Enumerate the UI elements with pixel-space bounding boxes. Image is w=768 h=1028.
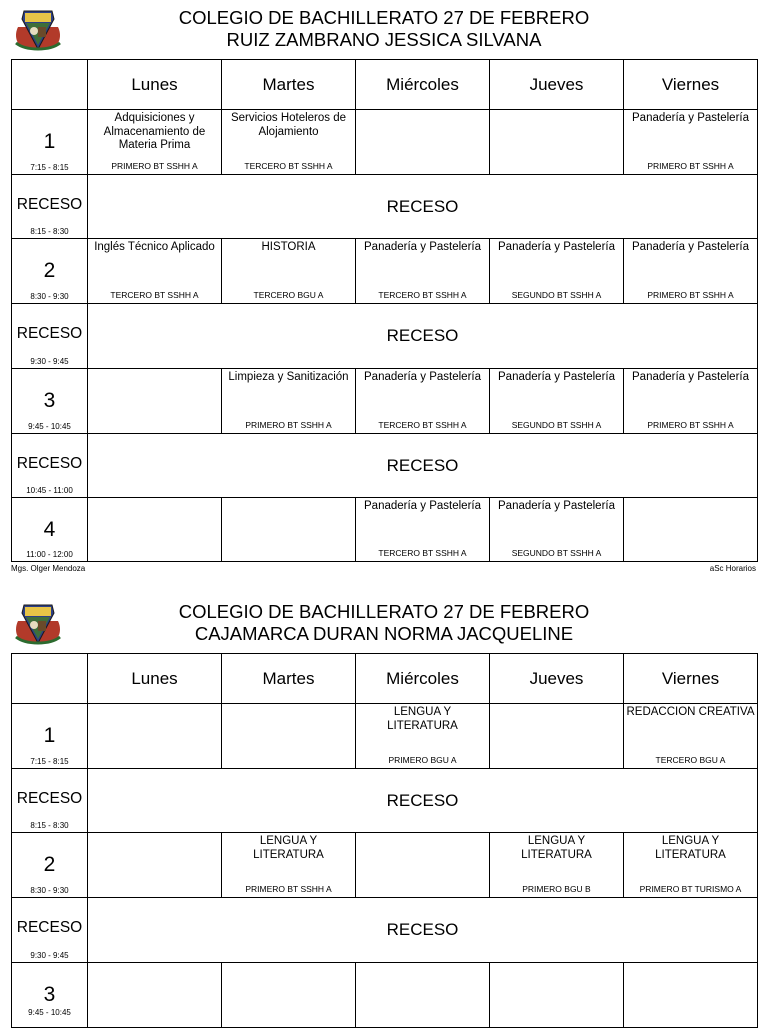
subject: Panadería y Pastelería: [364, 371, 481, 383]
group: PRIMERO BT SSHH A: [111, 161, 198, 171]
class-slot[interactable]: [222, 498, 356, 562]
group: PRIMERO BT SSHH A: [245, 420, 332, 430]
class-slot[interactable]: [624, 833, 758, 898]
group: TERCERO BT SSHH A: [244, 161, 333, 171]
recess-row: [12, 898, 758, 963]
subject: Panadería y Pastelería: [498, 500, 615, 512]
subject: Servicios Hoteleros de Alojamiento: [230, 112, 347, 138]
subject: Panadería y Pastelería: [498, 241, 615, 253]
group: PRIMERO BGU A: [388, 755, 457, 765]
recess-time: 9:30 - 9:45: [30, 357, 69, 366]
period-time: 8:30 - 9:30: [30, 886, 69, 895]
group: PRIMERO BT SSHH A: [647, 290, 734, 300]
class-slot[interactable]: [356, 704, 490, 769]
period-cell: [12, 498, 88, 562]
group: TERCERO BT SSHH A: [378, 290, 467, 300]
class-slot[interactable]: [624, 369, 758, 434]
period-number: 1: [43, 724, 56, 747]
period-time: 8:30 - 9:30: [30, 292, 69, 301]
schedule-cajamarca: [0, 594, 768, 1024]
period-time: 7:15 - 8:15: [30, 757, 69, 766]
class-slot[interactable]: [88, 963, 222, 1028]
class-slot[interactable]: [356, 239, 490, 304]
day-header-miercoles: Miércoles: [356, 654, 490, 704]
class-slot[interactable]: [624, 239, 758, 304]
class-slot[interactable]: [222, 110, 356, 175]
period-time: 9:45 - 10:45: [28, 422, 71, 431]
recess-label-cell: [12, 434, 88, 498]
subject: Limpieza y Sanitización: [228, 371, 349, 383]
class-slot[interactable]: [490, 963, 624, 1028]
subject: Panadería y Pastelería: [364, 241, 481, 253]
footer-author: Mgs. Olger Mendoza: [11, 564, 86, 573]
period-cell: [12, 833, 88, 898]
recess-label-cell: [12, 304, 88, 369]
period-time: 9:45 - 10:45: [28, 1008, 71, 1017]
subject: LENGUA Y LITERATURA: [655, 835, 726, 861]
corner-cell: [12, 60, 88, 110]
period-cell: [12, 369, 88, 434]
day-header-lunes: Lunes: [88, 654, 222, 704]
class-slot[interactable]: [88, 833, 222, 898]
class-slot[interactable]: [222, 239, 356, 304]
class-slot[interactable]: [490, 239, 624, 304]
subject: Adquisiciones y Almacenamiento de Materia Prima: [103, 112, 206, 151]
period-number: 3: [43, 983, 56, 1006]
recess-label: RECESO: [16, 919, 83, 936]
recess-band: RECESO: [88, 434, 758, 498]
subject: Inglés Técnico Aplicado: [94, 241, 215, 253]
period-row-1: [12, 110, 758, 175]
group: SEGUNDO BT SSHH A: [511, 420, 602, 430]
recess-label-cell: [12, 175, 88, 239]
subject: Panadería y Pastelería: [498, 371, 615, 383]
subject: Panadería y Pastelería: [632, 371, 749, 383]
teacher-name: CAJAMARCA DURAN NORMA JACQUELINE: [194, 623, 574, 644]
period-number: 2: [43, 853, 56, 876]
recess-band: RECESO: [88, 898, 758, 963]
day-header-martes: Martes: [222, 654, 356, 704]
timetable: [11, 59, 758, 562]
class-slot[interactable]: [222, 704, 356, 769]
group: PRIMERO BGU B: [522, 884, 591, 894]
recess-band: RECESO: [88, 175, 758, 239]
period-row-1: [12, 704, 758, 769]
period-cell: [12, 963, 88, 1028]
class-slot[interactable]: [222, 833, 356, 898]
header-row: [12, 60, 758, 110]
class-slot[interactable]: [222, 369, 356, 434]
class-slot[interactable]: [490, 110, 624, 175]
recess-band: RECESO: [88, 304, 758, 369]
group: PRIMERO BT SSHH A: [245, 884, 332, 894]
class-slot[interactable]: [490, 833, 624, 898]
group: SEGUNDO BT SSHH A: [511, 290, 602, 300]
class-slot[interactable]: [624, 704, 758, 769]
recess-label-cell: [12, 898, 88, 963]
recess-label: RECESO: [16, 325, 83, 342]
day-header-miercoles: Miércoles: [356, 60, 490, 110]
subject: REDACCION CREATIVA: [626, 706, 755, 718]
subject: LENGUA Y LITERATURA: [521, 835, 592, 861]
period-number: 2: [43, 259, 56, 282]
footer-software: aSc Horarios: [709, 564, 756, 573]
group: PRIMERO BT SSHH A: [647, 420, 734, 430]
class-slot[interactable]: [356, 369, 490, 434]
recess-label: RECESO: [16, 790, 83, 807]
period-cell: [12, 110, 88, 175]
group: PRIMERO BT TURISMO A: [639, 884, 742, 894]
class-slot[interactable]: [88, 498, 222, 562]
class-slot[interactable]: [88, 369, 222, 434]
class-slot[interactable]: [624, 498, 758, 562]
class-slot[interactable]: [222, 963, 356, 1028]
period-row-4: [12, 498, 758, 562]
school-title: COLEGIO DE BACHILLERATO 27 DE FEBRERO: [178, 7, 590, 28]
group: TERCERO BT SSHH A: [378, 548, 467, 558]
class-slot[interactable]: [88, 704, 222, 769]
class-slot[interactable]: [490, 704, 624, 769]
recess-label: RECESO: [16, 455, 83, 472]
period-row-2: [12, 239, 758, 304]
subject: Panadería y Pastelería: [632, 112, 749, 124]
period-row-3: [12, 369, 758, 434]
period-cell: [12, 239, 88, 304]
corner-cell: [12, 654, 88, 704]
recess-time: 8:15 - 8:30: [30, 821, 69, 830]
day-header-lunes: Lunes: [88, 60, 222, 110]
recess-time: 10:45 - 11:00: [26, 486, 73, 495]
group: SEGUNDO BT SSHH A: [511, 548, 602, 558]
period-cell: [12, 704, 88, 769]
group: TERCERO BT SSHH A: [378, 420, 467, 430]
header-row: [12, 654, 758, 704]
period-row-3: [12, 963, 758, 1028]
class-slot[interactable]: [356, 833, 490, 898]
class-slot[interactable]: [356, 498, 490, 562]
period-time: 7:15 - 8:15: [30, 163, 69, 172]
day-header-viernes: Viernes: [624, 60, 758, 110]
recess-row: [12, 175, 758, 239]
subject: Panadería y Pastelería: [632, 241, 749, 253]
subject: LENGUA Y LITERATURA: [387, 706, 458, 732]
day-header-jueves: Jueves: [490, 654, 624, 704]
day-header-martes: Martes: [222, 60, 356, 110]
period-number: 3: [43, 389, 56, 412]
class-slot[interactable]: [624, 963, 758, 1028]
recess-label-cell: [12, 769, 88, 833]
recess-time: 8:15 - 8:30: [30, 227, 69, 236]
teacher-name: RUIZ ZAMBRANO JESSICA SILVANA: [226, 29, 542, 50]
recess-row: [12, 769, 758, 833]
day-header-jueves: Jueves: [490, 60, 624, 110]
recess-time: 9:30 - 9:45: [30, 951, 69, 960]
period-number: 1: [43, 130, 56, 153]
class-slot[interactable]: [88, 239, 222, 304]
group: TERCERO BT SSHH A: [110, 290, 199, 300]
class-slot[interactable]: [624, 110, 758, 175]
timetable: [11, 653, 758, 1028]
subject: Panadería y Pastelería: [364, 500, 481, 512]
group: TERCERO BGU A: [253, 290, 324, 300]
group: TERCERO BGU A: [655, 755, 726, 765]
class-slot[interactable]: [490, 498, 624, 562]
day-header-viernes: Viernes: [624, 654, 758, 704]
recess-label: RECESO: [16, 196, 83, 213]
class-slot[interactable]: [356, 110, 490, 175]
subject: HISTORIA: [261, 241, 316, 253]
period-number: 4: [43, 518, 56, 541]
subject: LENGUA Y LITERATURA: [253, 835, 324, 861]
class-slot[interactable]: [356, 963, 490, 1028]
period-time: 11:00 - 12:00: [26, 550, 73, 559]
recess-row: [12, 304, 758, 369]
group: PRIMERO BT SSHH A: [647, 161, 734, 171]
recess-row: [12, 434, 758, 498]
period-row-2: [12, 833, 758, 898]
class-slot[interactable]: [88, 110, 222, 175]
recess-band: RECESO: [88, 769, 758, 833]
class-slot[interactable]: [490, 369, 624, 434]
school-title: COLEGIO DE BACHILLERATO 27 DE FEBRERO: [178, 601, 590, 622]
